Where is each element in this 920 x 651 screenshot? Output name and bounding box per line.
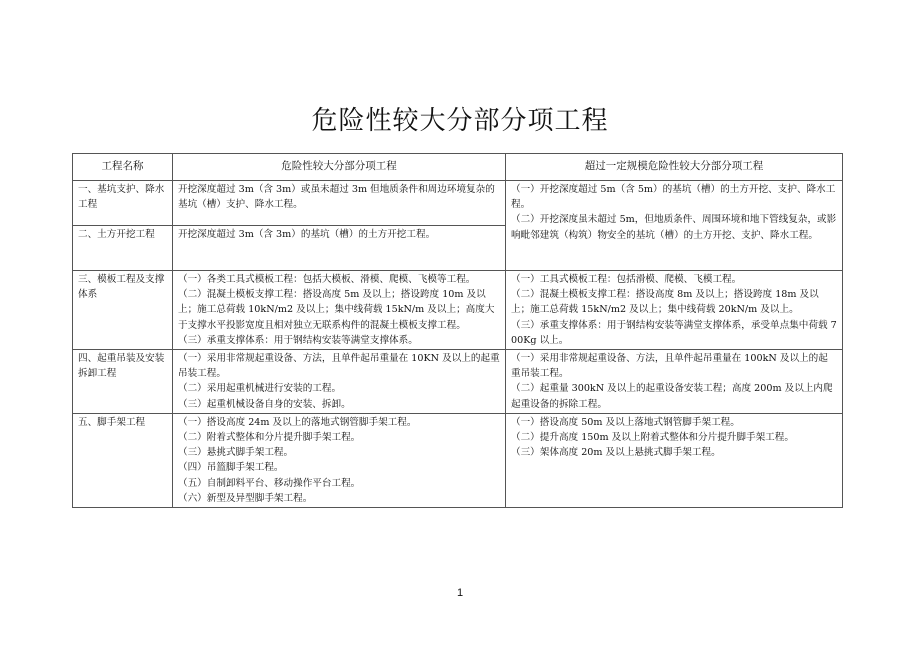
list-item: （二）提升高度 150m 及以上附着式整体和分片提升脚手架工程。 (511, 432, 794, 444)
row-name-formwork: 三、模板工程及支撑体系 (73, 271, 173, 350)
page-number: 1 (456, 587, 464, 599)
row-over-cell (506, 271, 843, 350)
row-hazard-cell (173, 271, 506, 350)
document-title: 危险性较大分部分项工程 (311, 106, 609, 136)
list-item: 开挖深度超过 3m（含 3m）的基坑（槽）的土方开挖工程。 (178, 229, 436, 240)
list-item: （二）起重量 300kN 及以上的起重设备安装工程；高度 200m 及以上内爬起重设备的拆除工程。 (511, 383, 833, 410)
row-name-scaffolding: 五、脚手架工程 (73, 413, 173, 507)
list-item: （二）采用起重机械进行安装的工程。 (178, 383, 342, 395)
list-item: （一）搭设高度 50m 及以上落地式钢管脚手架工程。 (511, 416, 740, 428)
row-over-cell (506, 413, 843, 507)
row-name-earthwork: 二、土方开挖工程 (73, 226, 173, 271)
row-over-cell (506, 350, 843, 414)
list-item: （一）工具式模板工程：包括滑模、爬模、飞模工程。 (511, 274, 742, 285)
header-hazardous: 危险性较大分部分项工程 (173, 154, 506, 181)
list-item: （三）悬挑式脚手架工程。 (178, 447, 294, 459)
table-row (73, 413, 843, 507)
list-item: （五）自制卸料平台、移动操作平台工程。 (178, 477, 361, 489)
list-item: （三）承重支撑体系：用于钢结构安装等满堂支撑体系。 (178, 334, 418, 346)
list-item: （二）附着式整体和分片提升脚手架工程。 (178, 432, 361, 444)
list-item: （一）搭设高度 24m 及以上的落地式钢管脚手架工程。 (178, 416, 417, 428)
row-hazard-cell (173, 226, 506, 271)
row-hazard-cell (173, 350, 506, 414)
list-item: （三）起重机械设备自身的安装、拆卸。 (178, 398, 351, 410)
hazard-table (72, 153, 843, 508)
list-item: （三）架体高度 20m 及以上悬挑式脚手架工程。 (511, 447, 721, 459)
row-name-lifting: 四、起重吊装及安装拆卸工程 (73, 350, 173, 414)
list-item: （一）各类工具式模板工程：包括大模板、滑模、爬模、飞模等工程。 (178, 274, 476, 285)
row-hazard-cell (173, 413, 506, 507)
table-row (73, 181, 843, 226)
table-row (73, 350, 843, 414)
list-item: （四）吊篮脚手架工程。 (178, 462, 284, 474)
list-item: 开挖深度超过 3m（含 3m）或虽未超过 3m 但地质条件和周边环境复杂的基坑（槽）支护、降水工程。 (178, 184, 495, 211)
list-item: （一）开挖深度超过 5m（含 5m）的基坑（槽）的土方开挖、支护、降水工程。 (511, 184, 836, 211)
table-row (73, 271, 843, 350)
list-item: （二）混凝土模板支撑工程：搭设高度 5m 及以上；搭设跨度 10m 及以上；施工总荷载 10kN/m2 及以上；集中线荷载 15kN/m 及以上；高度大于支撑水平投影宽度且相对独立无联系构件的混凝土模板支撑工程。 (178, 289, 495, 331)
row-hazard-cell (173, 181, 506, 226)
row-name-foundation-pit: 一、基坑支护、降水工程 (73, 181, 173, 226)
row-over-cell (506, 181, 843, 271)
list-item: （六）新型及异型脚手架工程。 (178, 492, 313, 504)
header-project-name: 工程名称 (73, 154, 173, 181)
list-item: （一）采用非常规起重设备、方法，且单件起吊重量在 100kN 及以上的起重吊装工程。 (511, 353, 828, 380)
list-item: （三）承重支撑体系：用于钢结构安装等满堂支撑体系，承受单点集中荷载 700Kg 以上。 (511, 319, 837, 346)
header-over-scale: 超过一定规模危险性较大分部分项工程 (506, 154, 843, 181)
list-item: （一）采用非常规起重设备、方法，且单件起吊重量在 10KN 及以上的起重吊装工程。 (178, 353, 500, 380)
list-item: （二）开挖深度虽未超过 5m，但地质条件、周围环境和地下管线复杂，或影响毗邻建筑（构筑）物安全的基坑（槽）的土方开挖、支护、降水工程。 (511, 214, 837, 241)
table-header-row (73, 154, 843, 181)
list-item: （二）混凝土模板支撑工程：搭设高度 8m 及以上；搭设跨度 18m 及以上；施工总荷载 15kN/m2 及以上；集中线荷载 20kN/m 及以上。 (511, 289, 819, 316)
